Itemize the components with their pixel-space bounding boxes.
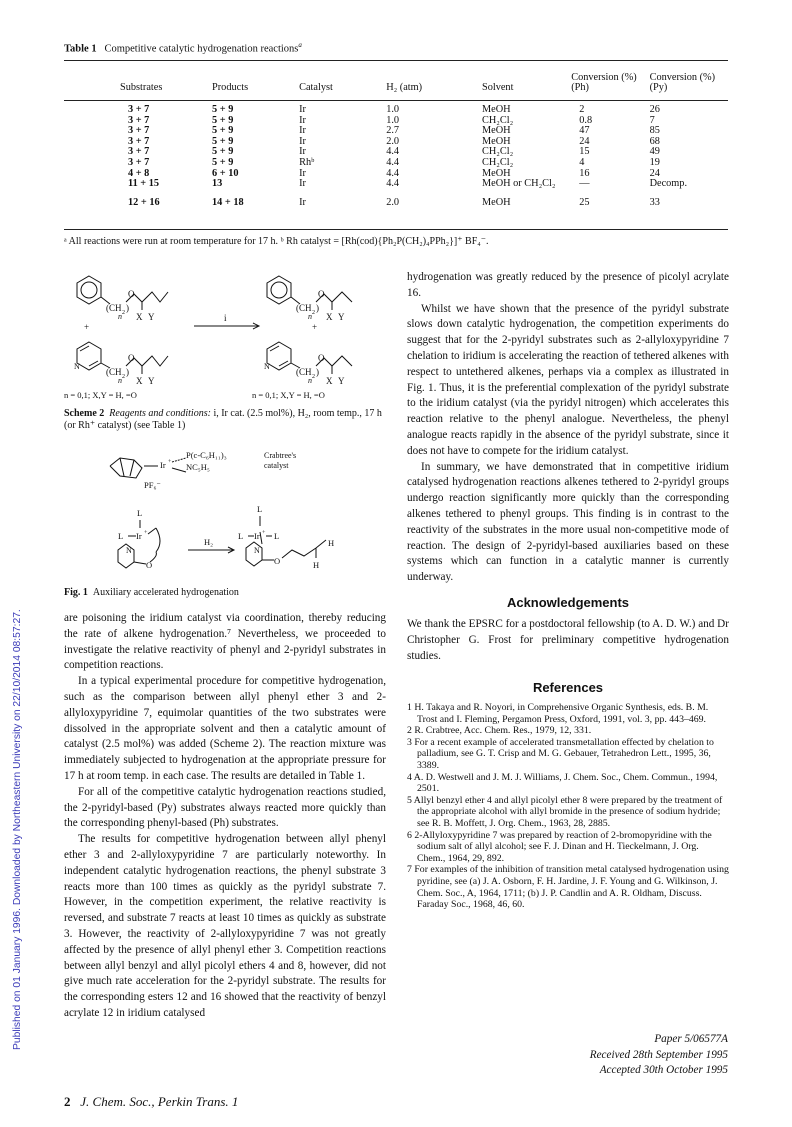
svg-text:Ir: Ir	[254, 531, 260, 541]
svg-text:X: X	[136, 376, 143, 386]
table-header-row	[64, 66, 728, 101]
table-cell: 3 + 7	[128, 104, 150, 115]
figure-1-drawing	[64, 446, 386, 584]
table-cell: 85	[649, 125, 660, 137]
svg-text:L: L	[118, 531, 124, 541]
svg-text:2: 2	[312, 374, 315, 380]
svg-text:(CH: (CH	[296, 303, 312, 313]
svg-text:H: H	[328, 538, 335, 548]
journal-name: J. Chem. Soc., Perkin Trans. 1	[80, 1094, 239, 1109]
table-cell: Decomp.	[649, 178, 688, 190]
table-cell: Ir	[299, 135, 306, 147]
column-header: Conversion (%) (Ph)	[571, 71, 637, 94]
crabtree-label-line2: catalyst	[264, 461, 289, 470]
table-cell: Ir	[299, 114, 306, 126]
svg-text:2: 2	[122, 310, 125, 316]
svg-text:O: O	[146, 560, 153, 570]
table-cell: 68	[649, 135, 660, 147]
scheme-2-drawing	[64, 268, 386, 404]
svg-text:(CH: (CH	[106, 367, 122, 377]
paper-number: Paper 5/06577A	[654, 1033, 728, 1045]
left-paragraph-4: The results for competitive hydrogenation between allyl phenyl ether 3 and 2-allyloxypyridine 7 are particularly noteworthy. In independent catalytic hydrogenation reactions, the phenyl substrate 3 reacts more than 100 times as quickly as the pyridyl substrate 7. However, in the competition experiment, the relative reactivity is reversed, and substrate 7 reacts at least 10 times as quickly as substrate 3. However, the reactivity of 2-allyloxypyridine 7 was not greatly affected by the presence of allyl phenyl ether 3. Competition reactions between allyl benzyl and allyl picolyl ethers 4 and 8, however, did not give much rate acceleration for the 2-pyridyl substrate. The results for the corresponding esters 12 and 16 showed that the reactivity of benzyl acrylate 12 in iridium catalysed	[64, 833, 386, 1019]
table-cell: 49	[649, 146, 660, 158]
references-heading: References	[532, 680, 604, 695]
svg-text:N: N	[254, 546, 260, 555]
table-cell: Ir	[299, 104, 306, 115]
table-cell: 3 + 7	[128, 114, 150, 126]
svg-text:(CH: (CH	[296, 367, 312, 377]
table-cell: 15	[579, 146, 590, 158]
svg-text:N: N	[74, 362, 80, 371]
table-cell: 5 + 9	[212, 104, 234, 115]
n-label-right: n = 0,1; X,Y = H, =O	[252, 390, 325, 400]
svg-text:L: L	[137, 508, 143, 518]
svg-text:X: X	[326, 312, 333, 322]
table-cell: 3 + 7	[128, 156, 150, 168]
svg-text:N: N	[126, 546, 132, 555]
table-cell: 2.0	[386, 135, 400, 147]
table-cell: 2.7	[386, 125, 400, 137]
table-cell: 26	[649, 104, 660, 115]
table-cell: 2	[579, 104, 585, 115]
table-label: Table 1	[64, 43, 97, 55]
acknowledgements-text: We thank the EPSRC for a postdoctoral fellowship (to A. D. W.) and Dr Christopher G. Frost for preliminary competitive hydrogenation studies.	[407, 618, 729, 662]
table-cell: 33	[649, 196, 660, 208]
table-cell: 4	[579, 156, 585, 168]
paper-info	[560, 1032, 728, 1079]
table-row	[64, 158, 728, 169]
table-cell: CH₂Cl₂	[481, 114, 514, 126]
table-cell: 4.4	[386, 167, 400, 179]
table-row	[64, 179, 728, 190]
reference-item: 6 2-Allyloxypyridine 7 was prepared by reaction of 2-bromopyridine with the sodium salt of allyl alcohol; see F. J. Dinan and H. Tieckelmann, J. Org. Chem., 1964, 29, 892.	[407, 829, 712, 864]
references-list	[407, 702, 729, 911]
table-cell: 4 + 8	[128, 167, 150, 179]
svg-text:X: X	[136, 312, 143, 322]
svg-text:): )	[126, 303, 129, 313]
svg-text:2: 2	[312, 310, 315, 316]
table-cell: 5 + 9	[212, 146, 234, 158]
svg-text:n: n	[118, 312, 122, 321]
table-cell: 5 + 9	[212, 156, 234, 168]
table-cell: 47	[579, 125, 590, 137]
table-cell: Rhᵇ	[299, 156, 315, 168]
svg-text:Y: Y	[338, 376, 345, 386]
left-paragraph-1: are poisoning the iridium catalyst via coordination, thereby reducing the rate of alkene hydrogenation.⁷ Nevertheless, we proceeded to investigate the relative reactivity of phenyl and 2-pyridyl substrates in competition reactions.	[64, 612, 386, 672]
table-cell: Ir	[299, 167, 306, 179]
table-cell: MeOH	[481, 135, 511, 147]
table-row	[64, 190, 728, 209]
received-date: Received 28th September 1995	[589, 1048, 728, 1061]
svg-text:+: +	[144, 530, 148, 536]
table-cell: 24	[649, 167, 660, 179]
svg-text:): )	[316, 303, 319, 313]
table-cell: 0.8	[579, 114, 593, 126]
figure-caption: Fig. 1 Auxiliary accelerated hydrogenation	[64, 587, 239, 598]
table-cell: MeOH	[481, 196, 511, 208]
svg-text:Y: Y	[148, 376, 155, 386]
svg-text:Y: Y	[148, 312, 155, 322]
reference-item: 3 For a recent example of accelerated transmetallation effected by chelation to palladium, see G. T. Crisp and M. G. Gebauer, Tetrahedron Lett., 1995, 36, 3389.	[407, 736, 714, 771]
table-cell: 4.4	[386, 156, 400, 168]
table-cell: 1.0	[386, 104, 400, 115]
right-paragraph-3: In summary, we have demonstrated that in competitive iridium catalysed hydrogenation reactions alkenes tethered to 2-pyridyl groups undergo reaction significantly more quickly than the corresponding alkenes tethered to phenyl groups. This finding is in contrast to the reactivity of the substrates in the more usual non-competitive mode of reaction. The design of 2-pyridyl-based auxiliaries based on these systems which can function in a catalytic manner is currently underway.	[407, 460, 729, 584]
page-number: 2	[64, 1094, 71, 1109]
svg-text:): )	[316, 367, 319, 377]
svg-text:L: L	[257, 504, 263, 514]
svg-text:O: O	[128, 353, 135, 363]
svg-text:L: L	[274, 531, 280, 541]
table-cell: 4.4	[386, 178, 400, 190]
svg-text:Ir: Ir	[160, 460, 166, 470]
reference-item: 1 H. Takaya and R. Noyori, in Comprehensive Organic Synthesis, eds. B. M. Trost and I. Fleming, Pergamon Press, Oxford, 1991, vol. 3, pp. 443–469.	[407, 702, 709, 725]
right-paragraph-1: hydrogenation was greatly reduced by the presence of picolyl acrylate 16.	[407, 271, 729, 299]
table-cell: 3 + 7	[128, 146, 150, 158]
counterion: PF₆⁻	[144, 480, 161, 490]
acknowledgements-heading: Acknowledgements	[506, 595, 630, 610]
download-notice: Published on 01 January 1996. Downloaded by Northeastern University on 22/10/2014 08:57:27.	[12, 609, 23, 1050]
svg-text:2: 2	[122, 374, 125, 380]
table-cell: 5 + 9	[212, 114, 234, 126]
column-header: Catalyst	[299, 82, 333, 94]
reference-item: 5 Allyl benzyl ether 4 and allyl picolyl ether 8 were prepared by the treatment of the appropriate alcohol with allyl bromide in the presence of sodium hydride; see R. B. Moffett, J. Org. Chem., 1963, 28, 2885.	[407, 794, 723, 829]
table-cell: —	[579, 178, 590, 190]
svg-text:N: N	[264, 362, 270, 371]
svg-text:O: O	[318, 353, 325, 363]
svg-text:n: n	[308, 312, 312, 321]
svg-text:L: L	[238, 531, 244, 541]
svg-text:n: n	[308, 376, 312, 385]
table-footnote: ᵃ All reactions were run at room temperature for 17 h. ᵇ Rh catalyst = [Rh(cod){Ph₂P(CH₂)₄PPh₂}]⁺ BF₄⁻.	[64, 236, 489, 247]
table-cell: 3 + 7	[128, 125, 150, 137]
table-cell: 11 + 15	[128, 178, 160, 190]
table-cell: Ir	[299, 125, 306, 137]
table-cell: 16	[579, 167, 590, 179]
table-cell: Ir	[299, 178, 306, 190]
table-cell: 2.0	[386, 196, 400, 208]
page-footer	[64, 1094, 238, 1110]
column-header: H₂ (atm)	[386, 82, 423, 94]
column-header: Conversion (%) (Py)	[649, 71, 716, 94]
svg-text:O: O	[318, 289, 325, 299]
table-cell: CH₂Cl₂	[481, 156, 514, 168]
table-cell: 13	[212, 178, 223, 190]
data-table	[64, 66, 728, 208]
svg-text:n: n	[118, 376, 122, 385]
svg-text:+: +	[84, 322, 90, 332]
table-row	[64, 105, 728, 116]
reference-item: 7 For examples of the inhibition of transition metal catalysed hydrogenation using pyridine, see (a) J. A. Osborn, F. H. Jardine, J. F. Young and G. Wilkinson, J. Chem. Soc., A, 1964, 1711; (b) J. P. Candlin and A. R. Oldham, Discuss. Faraday Soc., 1968, 46, 60.	[407, 864, 729, 911]
svg-text:O: O	[274, 556, 281, 566]
left-paragraph-3: For all of the competitive catalytic hydrogenation reactions studied, the 2-pyridyl-based (Py) substrates always reacted more quickly than the corresponding phenyl-based (Ph) substrates.	[64, 785, 386, 830]
table-cell: Ir	[299, 146, 306, 158]
table-title: Competitive catalytic hydrogenation reactions	[104, 43, 299, 55]
table-cell: MeOH	[481, 167, 511, 179]
svg-text:Ir: Ir	[136, 531, 142, 541]
left-column	[64, 611, 386, 1022]
table-cell: Ir	[299, 196, 306, 208]
column-header: Substrates	[120, 82, 163, 94]
table-cell: MeOH or CH₂Cl₂	[481, 178, 556, 190]
table-bottom-rule	[64, 229, 728, 230]
left-paragraph-2: In a typical experimental procedure for competitive hydrogenation, such as the comparison between allyl phenyl ether 3 and 2-allyloxypyridine 7, equimolar quantities of the two substrates were dissolved in the appropriate solvent and then a catalytic amount of catalyst (2.5 mol%) was added (Scheme 2). The reaction mixture was immediately subjected to hydrogenation at the appropriate pressure for 17 h at room temp. in each case. The results are detailed in Table 1.	[64, 675, 386, 782]
ligand-1: P(c-C₆H₁₁)₃	[186, 450, 227, 460]
crabtree-label-line1: Crabtree's	[264, 451, 297, 460]
column-header: Products	[212, 82, 249, 94]
accepted-date: Accepted 30th October 1995	[599, 1064, 728, 1076]
svg-text:O: O	[128, 289, 135, 299]
table-cell: 19	[649, 156, 660, 168]
svg-text:+: +	[168, 459, 172, 465]
table-cell: 6 + 10	[212, 167, 239, 179]
svg-text:Y: Y	[338, 312, 345, 322]
table-cell: 12 + 16	[128, 196, 160, 208]
scheme-caption: Scheme 2 Reagents and conditions: i, Ir cat. (2.5 mol%), H₂, room temp., 17 h (or Rh⁺ catalyst) (see Table 1)	[64, 408, 382, 431]
h2-label: H₂	[204, 537, 214, 547]
ligand-2: NC₅H₅	[186, 462, 210, 472]
svg-text:+: +	[312, 322, 318, 332]
table-cell: 1.0	[386, 114, 400, 126]
reference-item: 4 A. D. Westwell and J. M. J. Williams, J. Chem. Soc., Chem. Commun., 1994, 2501.	[407, 771, 718, 795]
table-cell: 4.4	[386, 146, 400, 158]
table-cell: CH₂Cl₂	[481, 146, 514, 158]
right-column	[407, 270, 729, 586]
right-paragraph-2: Whilst we have shown that the presence of the pyridyl substrate slows down catalytic hydrogenation, the competition experiments do suggest that for the 2-pyridyl substrates such as 2-allyloxypyridine 7 chelation to iridium is accelerating the reaction of tethered alkenes with respect to untethered alkenes, perhaps via a complex as illustrated in Fig. 1. Thus, it is the preferential complexation of the pyridyl substrate to the iridium catalyst (via the pyridyl nitrogen) which accelerates this reaction relative to the phenyl analogue. Nevertheless, the phenyl analogue reacts rapidly in the absence of the pyridyl substrate, since it does not have to compete for the iridium catalyst.	[407, 302, 729, 457]
svg-text:X: X	[326, 376, 333, 386]
table-cell: 25	[579, 196, 590, 208]
svg-text:): )	[126, 367, 129, 377]
table-cell: MeOH	[481, 125, 511, 137]
reference-item: 2 R. Crabtree, Acc. Chem. Res., 1979, 12, 331.	[407, 725, 592, 737]
table-cell: 7	[649, 114, 655, 126]
table-caption: Table 1 Competitive catalytic hydrogenation reactions$^a$	[64, 41, 302, 55]
svg-text:(CH: (CH	[106, 303, 122, 313]
scheme-arrow-label: i	[224, 313, 227, 323]
n-label-left: n = 0,1; X,Y = H, =O	[64, 390, 137, 400]
svg-text:H: H	[313, 560, 320, 570]
table-cell: 3 + 7	[128, 135, 150, 147]
column-header: Solvent	[481, 82, 514, 94]
table-cell: 24	[579, 135, 590, 147]
table-top-rule	[64, 60, 728, 61]
table-cell: 5 + 9	[212, 125, 234, 137]
table-cell: 5 + 9	[212, 135, 234, 147]
table-cell: 14 + 18	[212, 196, 244, 208]
svg-text:+: +	[262, 530, 266, 536]
table-cell: MeOH	[481, 104, 511, 115]
